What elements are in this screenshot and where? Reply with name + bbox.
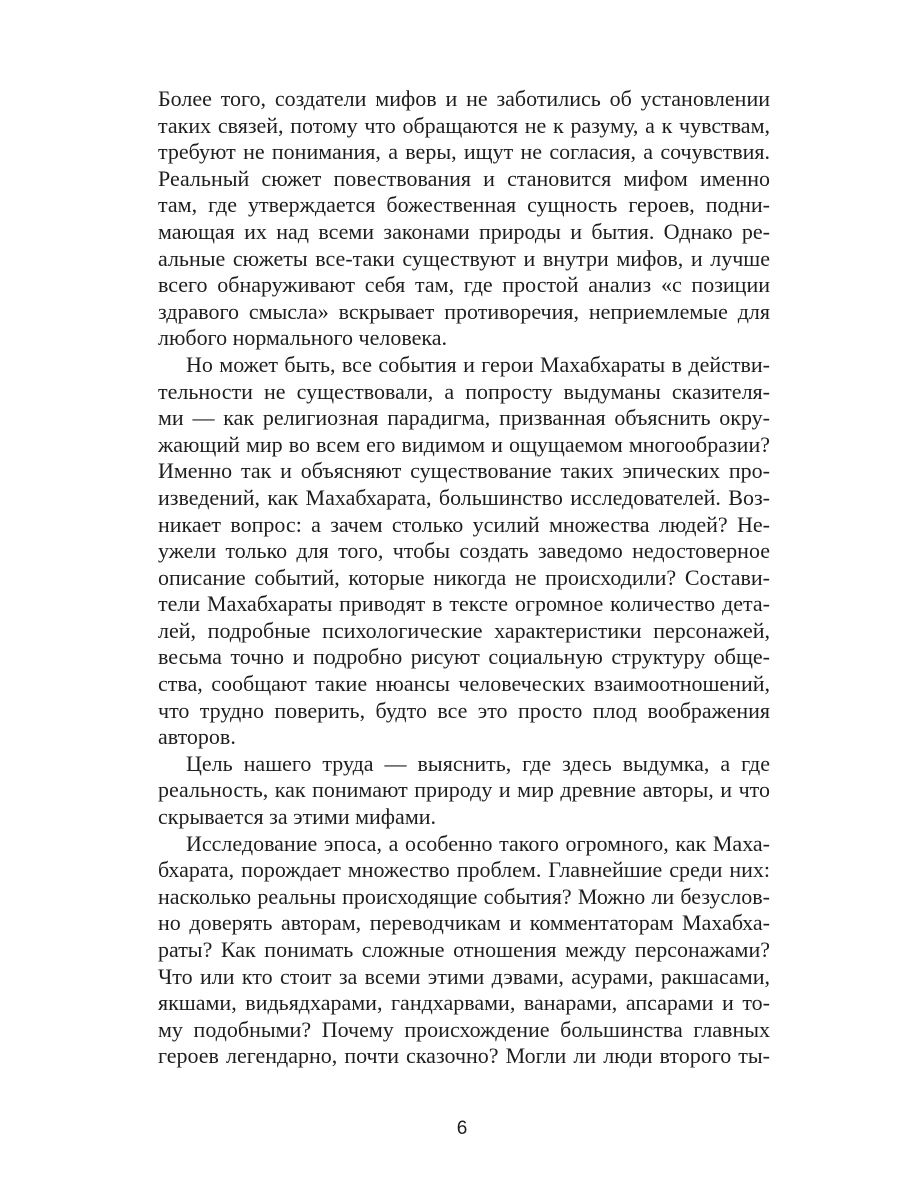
text-line: требуют не понимания, а веры, ищут не согласия, а сочувствия.: [158, 139, 770, 165]
text-line: Реальный сюжет повествования и становится мифом именно: [158, 165, 770, 191]
text-line: здравого смысла» вскрывает противоречия, неприемлемые для: [158, 298, 770, 324]
text-line: Но может быть, все события и герои Махабхараты в действи-: [186, 351, 770, 377]
text-line: любого нормального человека.: [158, 325, 447, 351]
text-line: описание событий, которые никогда не происходили? Состави-: [158, 564, 770, 590]
text-line: тельности не существовали, а попросту выдуманы сказителя-: [158, 378, 770, 404]
text-line: мающая их над всеми законами природы и бытия. Однако ре-: [158, 218, 770, 244]
text-line: насколько реальны происходящие события? Можно ли безуслов-: [158, 883, 770, 909]
text-line: Исследование эпоса, а особенно такого огромного, как Маха-: [186, 830, 770, 856]
text-line: тели Махабхараты приводят в тексте огромное количество дета-: [158, 591, 770, 617]
text-line: лей, подробные психологические характеристики персонажей,: [158, 617, 770, 643]
paragraph: [158, 86, 770, 352]
page-body-text: [158, 86, 770, 1070]
text-line: что трудно поверить, будто все это просто плод воображения: [158, 697, 770, 723]
paragraph: [158, 352, 770, 751]
text-line: Более того, создатели мифов и не заботились об установлении: [158, 86, 770, 111]
text-line: изведений, как Махабхарата, большинство исследователей. Воз-: [158, 484, 770, 510]
text-line: ужели только для того, чтобы создать заведомо недостоверное: [158, 538, 770, 564]
text-line: авторов.: [158, 724, 236, 750]
text-line: там, где утверждается божественная сущность героев, подни-: [158, 192, 770, 218]
text-line: му подобными? Почему происхождение большинства главных: [158, 1016, 770, 1042]
text-line: ми — как религиозная парадигма, призванная объяснить окру-: [158, 405, 770, 431]
text-line: ства, сообщают такие нюансы человеческих взаимоотношений,: [158, 671, 770, 697]
text-line: никает вопрос: а зачем столько усилий множества людей? Не-: [158, 511, 770, 537]
text-line: таких связей, потому что обращаются не к разуму, а к чувствам,: [158, 112, 770, 138]
text-line: альные сюжеты все-таки существуют и внутри мифов, и лучше: [158, 245, 770, 271]
text-line: весьма точно и подробно рисуют социальную структуру обще-: [158, 644, 770, 670]
text-line: Что или кто стоит за всеми этими дэвами, асурами, ракшасами,: [158, 963, 770, 989]
paragraph: [158, 831, 770, 1070]
text-line: бхарата, порождает множество проблем. Главнейшие среди них:: [158, 857, 770, 883]
text-line: якшами, видьядхарами, гандхарвами, ванарами, апсарами и то-: [158, 990, 770, 1016]
text-line: всего обнаруживают себя там, где простой анализ «с позиции: [158, 272, 770, 298]
text-line: Цель нашего труда — выяснить, где здесь выдумка, а где: [186, 750, 770, 776]
page-number: 6: [456, 1118, 468, 1139]
text-line: жающий мир во всем его видимом и ощущаемом многообразии?: [158, 431, 770, 457]
text-line: Именно так и объясняют существование таких эпических про-: [158, 458, 770, 484]
text-line: героев легендарно, почти сказочно? Могли ли люди второго ты-: [158, 1043, 770, 1069]
text-line: скрывается за этими мифами.: [158, 804, 437, 830]
text-line: но доверять авторам, переводчикам и комментаторам Махабха-: [158, 910, 770, 936]
paragraph: [158, 751, 770, 831]
text-line: раты? Как понимать сложные отношения между персонажами?: [158, 937, 770, 962]
text-line: реальность, как понимают природу и мир древние авторы, и что: [158, 777, 770, 803]
